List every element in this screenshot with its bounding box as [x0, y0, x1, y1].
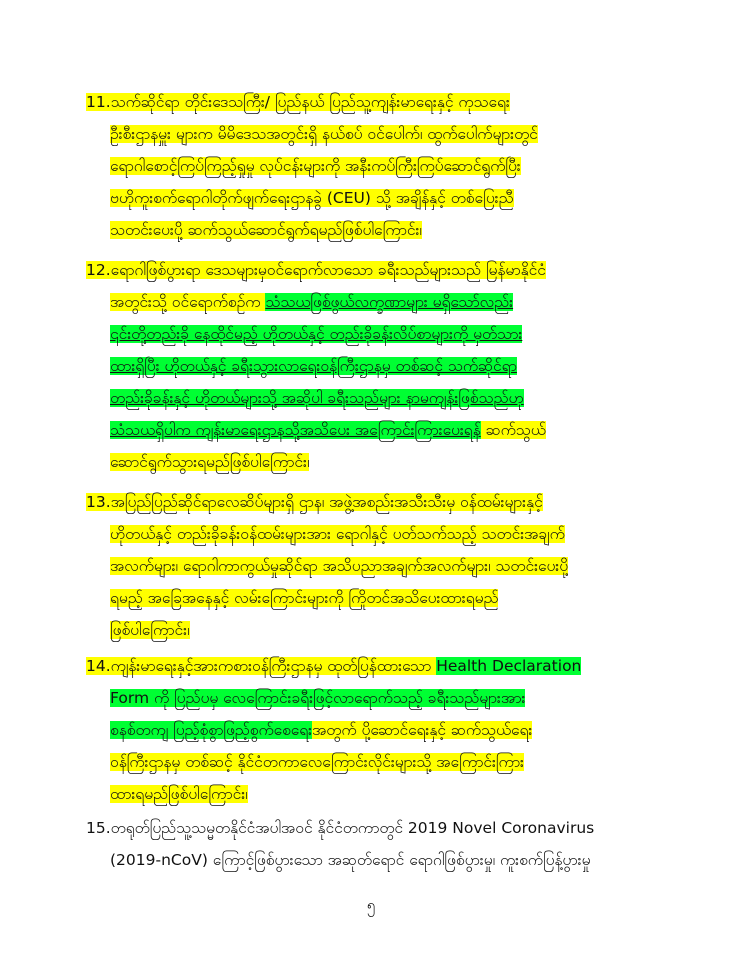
text-line: [86, 650, 656, 682]
highlighted-text-yellow: 14.ကျန်းမာရေးနှင့်အားကစားဝန်ကြီးဌာနမှ ထုတ်ပြန်ထားသော: [86, 657, 437, 675]
text-line: [86, 118, 656, 150]
highlighted-text-yellow: ထားရမည်ဖြစ်ပါကြောင်း၊: [110, 785, 248, 803]
highlighted-text-yellow: အတွက် ပို့ဆောင်ရေးနှင့် ဆက်သွယ်ရေး: [312, 721, 533, 739]
paragraph-14: [86, 650, 656, 810]
text-line: [86, 150, 656, 182]
highlighted-text-yellow: ရောဂါစောင့်ကြပ်ကြည့်ရှုမှု လုပ်ငန်းများကို အနီးကပ်ကြီးကြပ်ဆောင်ရွက်ပြီး: [110, 157, 521, 175]
paragraph-12: [86, 254, 656, 478]
page-number: ၅: [366, 896, 376, 914]
highlighted-text-green: Form ကို ပြည်ပမှ လေကြောင်းခရီးဖြင့်လာရောက်သည့် ခရီးသည်များအား: [110, 689, 526, 707]
text-line: [86, 350, 656, 382]
text-line: [86, 486, 656, 518]
highlighted-text-yellow: 13.အပြည်ပြည်ဆိုင်ရာလေဆိပ်များရှိ ဌာန၊ အဖွဲ့အစည်းအသီးသီးမှ ဝန်ထမ်းများနှင့်: [86, 493, 543, 511]
highlighted-text-yellow: 12.ရောဂါဖြစ်ပွားရာ ဒေသများမှဝင်ရောက်လာသော ခရီးသည်များသည် မြန်မာနိုင်ငံ: [86, 261, 546, 279]
text-line: [86, 778, 656, 810]
highlighted-text-yellow: ရမည့် အခြေအနေနှင့် လမ်းကြောင်းများကို ကြိုတင်အသိပေးထားရမည်: [110, 589, 499, 607]
text-line: [86, 812, 656, 844]
highlighted-text-yellow: ဖြစ်ပါကြောင်း၊: [110, 621, 190, 639]
highlighted-text-green: သံသယဖြစ်ဖွယ်လက္ခဏာများ မရှိသော်လည်း: [265, 293, 514, 311]
text-line: [86, 182, 656, 214]
highlighted-text-green: ၎င်းတို့တည်းခို နေထိုင်မည့် ဟိုတယ်နှင့် တည်းခိုခန်းလိပ်စာများကို မှတ်သား: [110, 325, 523, 343]
highlighted-text-yellow: သတင်းပေးပို့ ဆက်သွယ်ဆောင်ရွက်ရမည်ဖြစ်ပါကြောင်း၊: [110, 221, 422, 239]
highlighted-text-yellow: ဟိုတယ်နှင့် တည်းခိုခန်းဝန်ထမ်းများအား ရောဂါနှင့် ပတ်သက်သည့် သတင်းအချက်: [110, 525, 565, 543]
highlighted-text-yellow: ဆက်သွယ်: [480, 421, 546, 439]
text-line: [86, 582, 656, 614]
text-segment: (2019-nCoV) ကြောင့်ဖြစ်ပွားသော အဆုတ်ရောင် ရောဂါဖြစ်ပွားမှု၊ ကူးစက်ပြန့်ပွားမှု: [110, 851, 591, 869]
highlighted-text-yellow: ဦးစီးဌာနမှူး များက မိမိဒေသအတွင်းရှိ နယ်စပ် ဝင်ပေါက်၊ ထွက်ပေါက်များတွင်: [110, 125, 538, 143]
paragraph-15: [86, 812, 656, 876]
text-line: [86, 714, 656, 746]
highlighted-text-yellow: 11.သက်ဆိုင်ရာ တိုင်းဒေသကြီး/ ပြည်နယ် ပြည်သူ့ကျန်းမာရေးနှင့် ကုသရေး: [86, 93, 510, 111]
text-line: [86, 844, 656, 876]
text-line: [86, 550, 656, 582]
text-line: [86, 414, 656, 446]
text-line: [86, 214, 656, 246]
highlighted-text-yellow: ဗဟိုကူးစက်ရောဂါတိုက်ဖျက်ရေးဌာနခွဲ (CEU) သို့ အချိန်နှင့် တစ်ပြေးညီ: [110, 189, 514, 207]
highlighted-text-green: စနစ်တကျ ပြည့်စုံစွာဖြည့်စွက်စေရေး: [110, 721, 313, 739]
highlighted-text-green: Health Declaration: [436, 657, 582, 675]
highlighted-text-green: သံသယရှိပါက ကျန်းမာရေးဌာနသို့အသိပေး အကြောင်းကြားပေးရန်: [110, 421, 481, 439]
text-line: [86, 86, 656, 118]
highlighted-text-yellow: ဆောင်ရွက်သွားရမည်ဖြစ်ပါကြောင်း၊: [110, 453, 310, 471]
highlighted-text-green: တည်းခိုခန်းနှင့် ဟိုတယ်များသို့ အဆိုပါ ခရီးသည်များ နာမကျန်းဖြစ်သည်ဟု: [110, 389, 524, 407]
text-line: [86, 382, 656, 414]
highlighted-text-yellow: အတွင်းသို့ ဝင်ရောက်စဉ်က: [110, 293, 266, 311]
paragraph-13: [86, 486, 656, 646]
text-line: [86, 614, 656, 646]
text-line: [86, 746, 656, 778]
highlighted-text-yellow: အလက်များ၊ ရောဂါကာကွယ်မှုဆိုင်ရာ အသိပညာအချက်အလက်များ၊ သတင်းပေးပို့: [110, 557, 569, 575]
text-line: [86, 286, 656, 318]
text-line: [86, 318, 656, 350]
text-line: [86, 446, 656, 478]
text-line: [86, 254, 656, 286]
text-line: [86, 518, 656, 550]
highlighted-text-yellow: ဝန်ကြီးဌာနမှ တစ်ဆင့် နိုင်ငံတကာလေကြောင်းလိုင်းများသို့ အကြောင်းကြား: [110, 753, 524, 771]
highlighted-text-green: ထားရှိပြီး ဟိုတယ်နှင့် ခရီးသွားလာရေးဝန်ကြီးဌာနမှ တစ်ဆင့် သက်ဆိုင်ရာ: [110, 357, 517, 375]
text-segment: 15.တရုတ်ပြည်သူ့သမ္မတနိုင်ငံအပါအဝင် နိုင်ငံတကာတွင် 2019 Novel Coronavirus: [86, 819, 595, 837]
paragraph-11: [86, 86, 656, 246]
text-line: [86, 682, 656, 714]
